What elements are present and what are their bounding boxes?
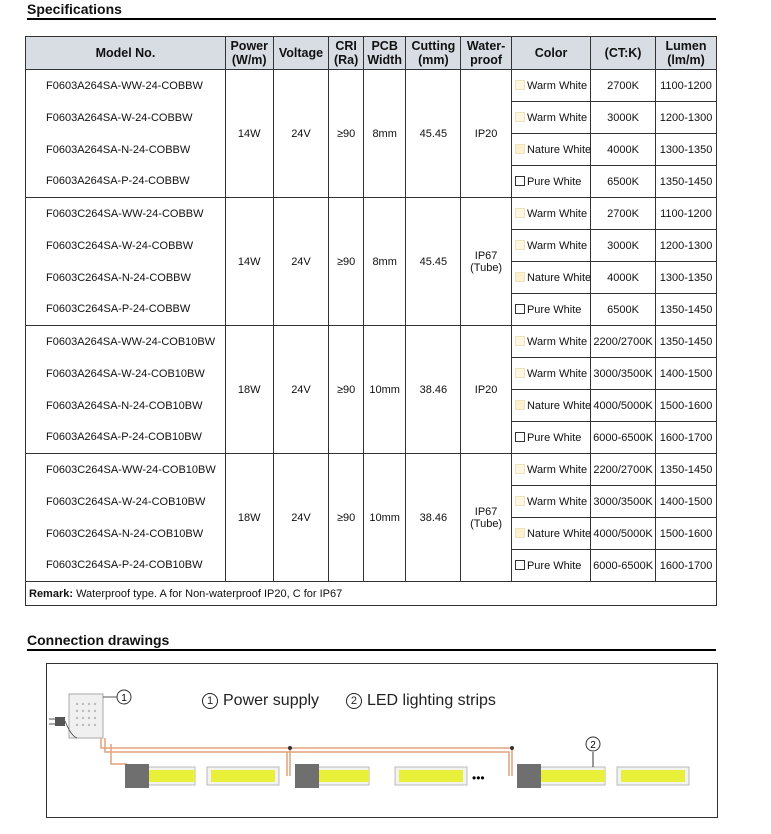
model-cell: F0603A264SA-WW-24-COB10BW: [26, 326, 226, 358]
legend-marker-1: 1: [202, 693, 218, 709]
legend-led-strips: LED lighting strips: [366, 692, 496, 709]
specifications-table: [25, 36, 717, 606]
model-cell: F0603C264SA-WW-24-COBBW: [26, 198, 226, 230]
lumen-cell: 1350-1450: [656, 326, 717, 358]
connection-rule: [27, 649, 716, 651]
color-swatch-icon: [515, 464, 525, 474]
color-cell: [511, 134, 590, 166]
cri-cell: ≥90: [329, 70, 363, 198]
color-swatch-icon: [515, 112, 525, 122]
color-cell: [511, 198, 590, 230]
color-label: Warm White: [526, 111, 588, 124]
connection-diagram: [46, 663, 718, 818]
table-header-row: [26, 37, 717, 70]
lumen-cell: 1300-1350: [656, 134, 717, 166]
model-cell: F0603C264SA-W-24-COBBW: [26, 230, 226, 262]
voltage-cell: 24V: [273, 326, 329, 454]
plug-icon: [49, 717, 65, 726]
legend-marker-2: 2: [346, 693, 362, 709]
model-cell: F0603A264SA-P-24-COB10BW: [26, 422, 226, 454]
remark-row: [26, 582, 717, 606]
color-swatch-icon: [515, 496, 525, 506]
waterproof-cell: IP20: [461, 326, 512, 454]
cutting-cell: 45.45: [406, 70, 461, 198]
remark-text: Waterproof type. A for Non-waterproof IP20, C for IP67: [73, 587, 343, 600]
power-cell: 14W: [225, 198, 273, 326]
model-cell: F0603C264SA-W-24-COB10BW: [26, 486, 226, 518]
ct-cell: 3000/3500K: [591, 486, 656, 518]
color-label: Pure White: [526, 431, 582, 444]
model-cell: F0603C264SA-WW-24-COB10BW: [26, 454, 226, 486]
header-pcb-width: PCB Width: [363, 37, 406, 70]
color-label: Pure White: [526, 559, 582, 572]
table-row: [26, 70, 717, 102]
lumen-cell: 1100-1200: [656, 198, 717, 230]
specifications-heading: Specifications: [27, 1, 122, 17]
pcb-cell: 8mm: [363, 198, 406, 326]
color-label: Warm White: [526, 463, 588, 476]
table-row: [26, 198, 717, 230]
ct-cell: 2200/2700K: [591, 454, 656, 486]
cri-cell: ≥90: [329, 454, 363, 582]
lumen-cell: 1400-1500: [656, 358, 717, 390]
color-cell: [511, 486, 590, 518]
color-cell: [511, 294, 590, 326]
legend-power-supply: Power supply: [223, 692, 320, 709]
power-cell: 18W: [225, 326, 273, 454]
voltage-cell: 24V: [273, 454, 329, 582]
color-label: Nature White: [526, 271, 592, 284]
color-swatch-icon: [515, 208, 525, 218]
waterproof-cell: IP67 (Tube): [461, 454, 512, 582]
pcb-cell: 10mm: [363, 454, 406, 582]
ct-cell: 4000/5000K: [591, 390, 656, 422]
color-swatch-icon: [515, 528, 525, 538]
cri-cell: ≥90: [329, 326, 363, 454]
header-cutting: Cutting (mm): [406, 37, 461, 70]
color-label: Warm White: [526, 335, 588, 348]
color-cell: [511, 454, 590, 486]
model-cell: F0603C264SA-P-24-COB10BW: [26, 550, 226, 582]
color-swatch-icon: [515, 176, 525, 186]
model-cell: F0603A264SA-W-24-COBBW: [26, 102, 226, 134]
color-label: Warm White: [526, 495, 588, 508]
color-cell: [511, 230, 590, 262]
marker-1-label: 1: [121, 693, 127, 704]
ct-cell: 2700K: [591, 198, 656, 230]
wiring-drawing: [47, 664, 717, 817]
led-strip-group: [125, 764, 689, 788]
header-ct: (CT:K): [591, 37, 656, 70]
cri-cell: ≥90: [329, 198, 363, 326]
lumen-cell: 1100-1200: [656, 70, 717, 102]
cutting-cell: 38.46: [406, 326, 461, 454]
model-cell: F0603C264SA-N-24-COB10BW: [26, 518, 226, 550]
ct-cell: 6000-6500K: [591, 422, 656, 454]
power-supply-unit: [69, 694, 103, 738]
remark-label: Remark:: [29, 587, 74, 600]
color-label: Warm White: [526, 207, 588, 220]
ct-cell: 3000K: [591, 230, 656, 262]
lumen-cell: 1600-1700: [656, 422, 717, 454]
pcb-cell: 10mm: [363, 326, 406, 454]
color-cell: [511, 166, 590, 198]
table-row: [26, 454, 717, 486]
ct-cell: 2700K: [591, 70, 656, 102]
color-label: Warm White: [526, 239, 588, 252]
ct-cell: 4000K: [591, 134, 656, 166]
power-cell: 14W: [225, 70, 273, 198]
header-voltage: Voltage: [273, 37, 329, 70]
color-label: Nature White: [526, 399, 592, 412]
header-waterproof: Water- proof: [461, 37, 512, 70]
waterproof-cell: IP67 (Tube): [461, 198, 512, 326]
ct-cell: 6000-6500K: [591, 550, 656, 582]
cutting-cell: 45.45: [406, 198, 461, 326]
header-color: Color: [511, 37, 590, 70]
color-swatch-icon: [515, 368, 525, 378]
color-label: Warm White: [526, 79, 588, 92]
color-swatch-icon: [515, 144, 525, 154]
lumen-cell: 1500-1600: [656, 390, 717, 422]
pcb-cell: 8mm: [363, 70, 406, 198]
lumen-cell: 1500-1600: [656, 518, 717, 550]
color-swatch-icon: [515, 240, 525, 250]
model-cell: F0603A264SA-N-24-COBBW: [26, 134, 226, 166]
color-cell: [511, 390, 590, 422]
power-cell: 18W: [225, 454, 273, 582]
color-swatch-icon: [515, 80, 525, 90]
model-cell: F0603C264SA-P-24-COBBW: [26, 294, 226, 326]
voltage-cell: 24V: [273, 70, 329, 198]
color-swatch-icon: [515, 304, 525, 314]
color-cell: [511, 550, 590, 582]
color-cell: [511, 518, 590, 550]
color-label: Pure White: [526, 175, 582, 188]
color-cell: [511, 102, 590, 134]
ct-cell: 4000K: [591, 262, 656, 294]
marker-2-label: 2: [590, 740, 596, 751]
cutting-cell: 38.46: [406, 454, 461, 582]
ct-cell: 6500K: [591, 166, 656, 198]
color-cell: [511, 262, 590, 294]
color-cell: [511, 326, 590, 358]
header-power: Power (W/m): [225, 37, 273, 70]
header-model: Model No.: [26, 37, 226, 70]
color-swatch-icon: [515, 560, 525, 570]
color-cell: [511, 422, 590, 454]
color-label: Nature White: [526, 143, 592, 156]
lumen-cell: 1350-1450: [656, 454, 717, 486]
color-swatch-icon: [515, 432, 525, 442]
header-lumen: Lumen (lm/m): [656, 37, 717, 70]
color-swatch-icon: [515, 336, 525, 346]
lumen-cell: 1600-1700: [656, 550, 717, 582]
lumen-cell: 1350-1450: [656, 166, 717, 198]
table-body: [26, 70, 717, 582]
connection-heading: Connection drawings: [27, 632, 170, 648]
table-row: [26, 326, 717, 358]
color-label: Pure White: [526, 303, 582, 316]
voltage-cell: 24V: [273, 198, 329, 326]
lumen-cell: 1200-1300: [656, 102, 717, 134]
ct-cell: 3000K: [591, 102, 656, 134]
color-cell: [511, 70, 590, 102]
remark-cell: [26, 582, 717, 606]
ct-cell: 6500K: [591, 294, 656, 326]
model-cell: F0603C264SA-N-24-COBBW: [26, 262, 226, 294]
header-cri: CRI (Ra): [329, 37, 363, 70]
model-cell: F0603A264SA-P-24-COBBW: [26, 166, 226, 198]
color-label: Warm White: [526, 367, 588, 380]
lumen-cell: 1400-1500: [656, 486, 717, 518]
color-swatch-icon: [515, 272, 525, 282]
model-cell: F0603A264SA-W-24-COB10BW: [26, 358, 226, 390]
color-swatch-icon: [515, 400, 525, 410]
color-label: Nature White: [526, 527, 592, 540]
lumen-cell: 1300-1350: [656, 262, 717, 294]
specifications-rule: [27, 18, 716, 20]
strip-ellipsis: •••: [472, 771, 485, 785]
model-cell: F0603A264SA-N-24-COB10BW: [26, 390, 226, 422]
waterproof-cell: IP20: [461, 70, 512, 198]
model-cell: F0603A264SA-WW-24-COBBW: [26, 70, 226, 102]
lumen-cell: 1200-1300: [656, 230, 717, 262]
ct-cell: 2200/2700K: [591, 326, 656, 358]
ct-cell: 3000/3500K: [591, 358, 656, 390]
lumen-cell: 1350-1450: [656, 294, 717, 326]
color-cell: [511, 358, 590, 390]
ct-cell: 4000/5000K: [591, 518, 656, 550]
